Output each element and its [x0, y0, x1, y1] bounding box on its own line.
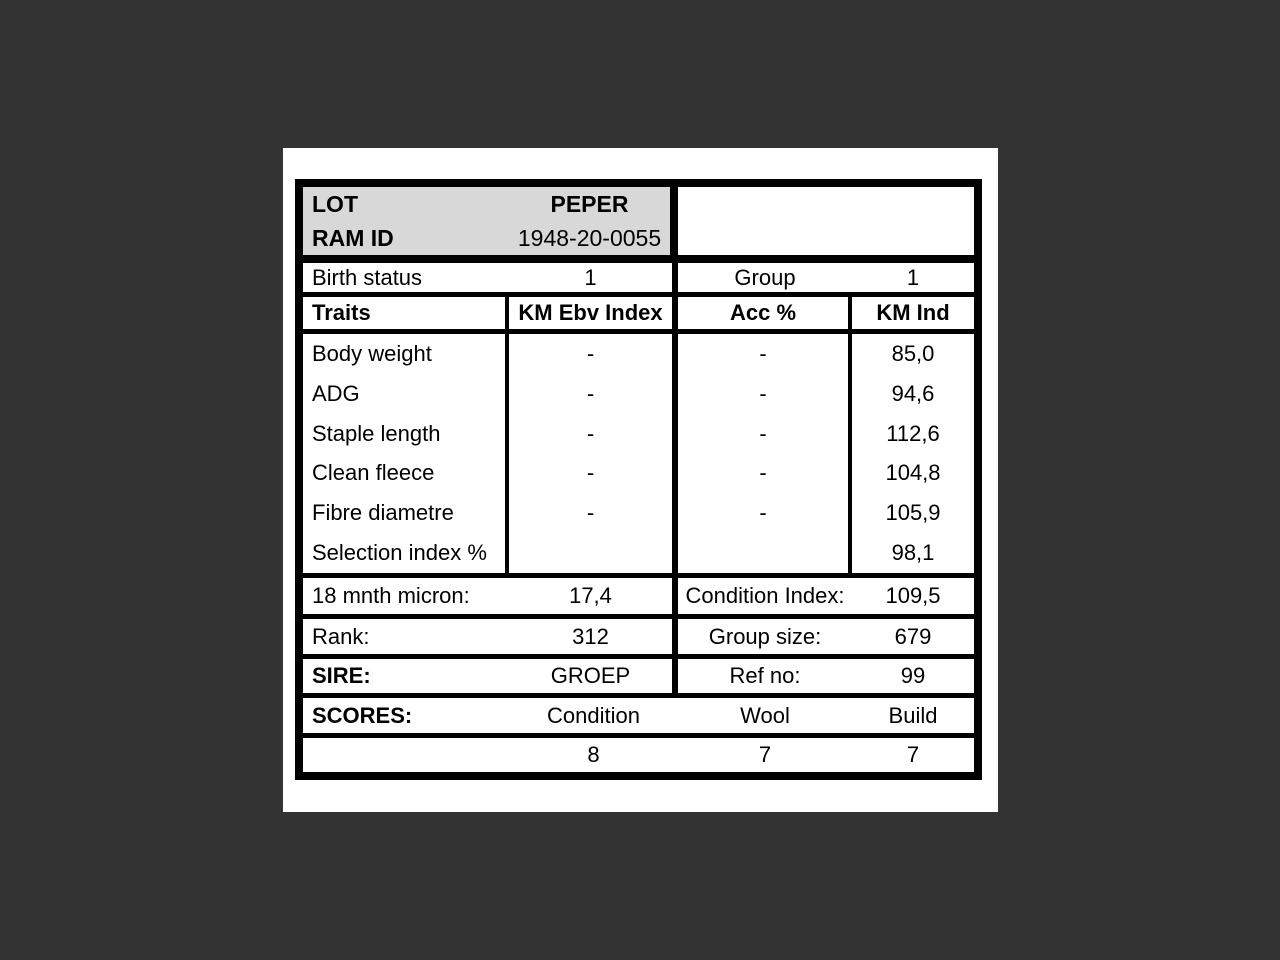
scores-values-row: [303, 738, 974, 772]
birth-group-row: [303, 263, 974, 297]
trait-ebv-value: -: [509, 414, 678, 454]
trait-name: Staple length: [303, 414, 509, 454]
sire-row: [303, 659, 974, 698]
trait-acc-value: [678, 533, 852, 573]
lot-label: LOT: [312, 190, 358, 217]
trait-ind-value: 112,6: [886, 420, 940, 446]
km-ebv-index-header: KM Ebv Index: [509, 297, 678, 329]
sire-label: SIRE:: [312, 663, 371, 688]
group-size-value: 679: [894, 623, 932, 649]
trait-acc-value: -: [678, 453, 852, 493]
trait-name: ADG: [303, 374, 509, 414]
trait-ind-value: 98,1: [891, 540, 935, 566]
traits-header-row: [303, 297, 974, 334]
trait-ind-value: 85,0: [891, 340, 935, 366]
trait-ebv-value: -: [509, 493, 678, 533]
micron-value: 17,4: [509, 578, 678, 614]
trait-ebv-value: [509, 533, 678, 573]
ram-id-value: 1948-20-0055: [517, 224, 662, 251]
rank-row: [303, 619, 974, 659]
condition-index-label: Condition Index:: [685, 583, 845, 608]
trait-ebv-value: -: [509, 453, 678, 493]
ram-card: [295, 179, 982, 780]
condition-index-value: 109,5: [885, 583, 941, 608]
ref-no-label: Ref no:: [729, 663, 801, 688]
trait-name: Selection index %: [303, 533, 509, 573]
card-header: [303, 187, 974, 263]
trait-name: Body weight: [303, 334, 509, 374]
micron-label: 18 mnth micron:: [312, 583, 470, 608]
wool-score-value: 7: [758, 742, 772, 767]
traits-table: [303, 334, 974, 578]
condition-score-header: Condition: [547, 702, 640, 728]
header-empty-box: [678, 187, 974, 255]
trait-acc-value: -: [678, 334, 852, 374]
lot-value: PEPER: [550, 190, 629, 217]
sire-value: GROEP: [509, 659, 678, 693]
ref-no-value: 99: [900, 663, 926, 688]
trait-acc-value: -: [678, 374, 852, 414]
wool-score-header: Wool: [740, 702, 790, 728]
condition-score-value: 8: [587, 742, 600, 767]
trait-acc-value: -: [678, 414, 852, 454]
build-score-value: 7: [906, 742, 920, 767]
birth-status-label: Birth status: [312, 264, 423, 290]
km-ind-header: KM Ind: [876, 300, 950, 325]
ram-id-label: RAM ID: [312, 224, 394, 251]
build-score-header: Build: [888, 702, 938, 728]
rank-label: Rank:: [312, 623, 370, 649]
micron-row: [303, 578, 974, 619]
birth-status-value: 1: [509, 263, 678, 292]
trait-ebv-value: -: [509, 374, 678, 414]
trait-ind-value: 104,8: [885, 460, 941, 486]
group-value: 1: [906, 264, 920, 290]
trait-ind-value: 105,9: [885, 500, 941, 526]
trait-name: Clean fleece: [303, 453, 509, 493]
trait-ind-value: 94,6: [891, 380, 935, 406]
trait-name: Fibre diametre: [303, 493, 509, 533]
trait-ebv-value: -: [509, 334, 678, 374]
ram-id-line: [303, 221, 670, 255]
scores-header-row: [303, 698, 974, 738]
paper-page: [283, 148, 998, 812]
rank-value: 312: [509, 619, 678, 654]
group-label: Group: [734, 264, 796, 290]
lot-line: [303, 187, 670, 221]
scores-label: SCORES:: [312, 702, 413, 728]
acc-percent-header: Acc %: [678, 297, 852, 329]
lot-ram-id-box: [303, 187, 678, 255]
group-size-label: Group size:: [708, 623, 822, 649]
trait-acc-value: -: [678, 493, 852, 533]
traits-header: Traits: [303, 297, 509, 329]
